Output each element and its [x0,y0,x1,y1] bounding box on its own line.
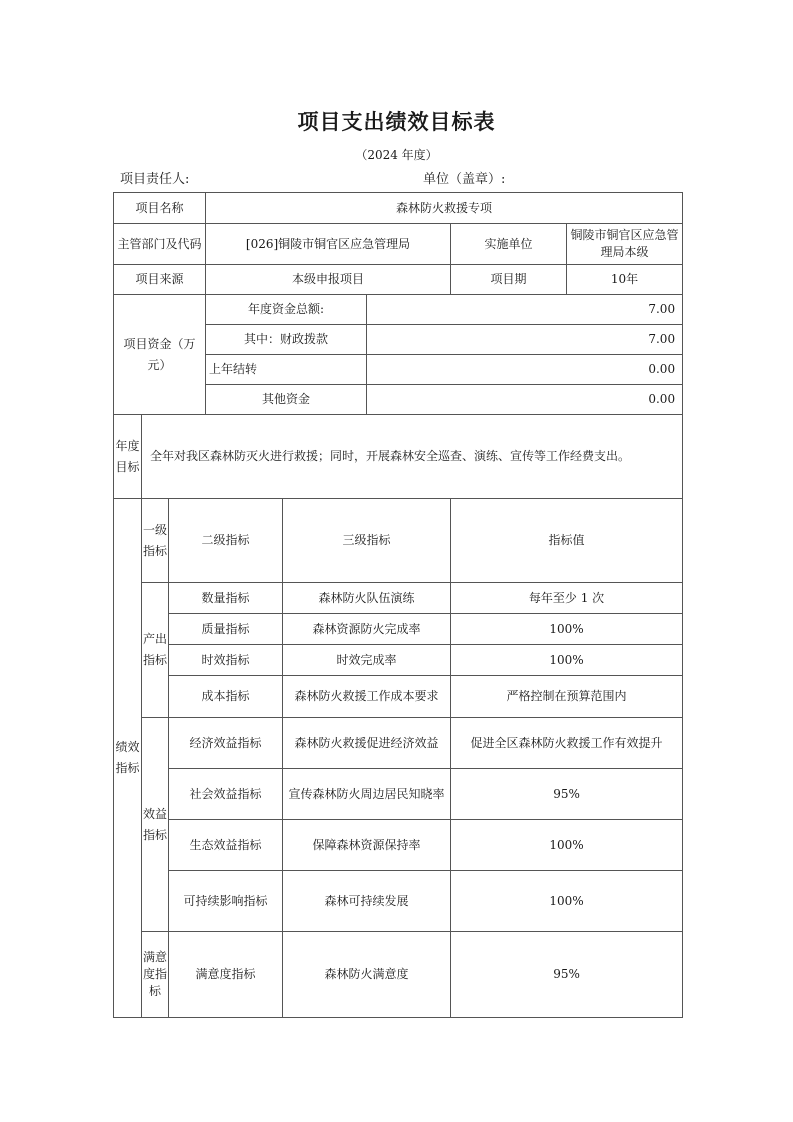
page-title: 项目支出绩效目标表 [297,110,496,134]
table-row [114,415,683,499]
fund-other-value: 0.00 [367,385,683,415]
annual-goal-label: 年度目标 [114,415,142,499]
fund-carryover-value: 0.00 [367,355,683,385]
performance-target-table [113,192,683,1018]
indicator-value-header: 指标值 [451,499,683,583]
project-name-value: 森林防火救援专项 [206,193,683,224]
project-source-label: 项目来源 [114,265,206,295]
level3-cell: 时效完成率 [283,645,451,676]
indicator-value-cell: 每年至少 1 次 [451,583,683,614]
benefit-indicators-label: 效益指标 [142,718,169,932]
project-funds-label: 项目资金（万元） [114,295,206,415]
indicator-value-cell: 100% [451,645,683,676]
table-row [114,645,683,676]
table-row [114,583,683,614]
level2-cell: 成本指标 [169,676,283,718]
table-row [114,265,683,295]
output-indicators-label: 产出指标 [142,583,169,718]
fiscal-year: （2024 年度） [355,148,438,162]
responsible-person-label: 项目责任人: [120,172,190,187]
level3-cell: 森林防火满意度 [283,932,451,1018]
indicator-value-cell: 100% [451,820,683,871]
level3-cell: 保障森林资源保持率 [283,820,451,871]
annual-goal-text: 全年对我区森林防灭火进行救援；同时，开展森林安全巡查、演练、宣传等工作经费支出。 [142,415,683,499]
fund-total-value: 7.00 [367,295,683,325]
table-row [114,499,683,583]
level2-cell: 满意度指标 [169,932,283,1018]
implementing-unit-label: 实施单位 [451,224,567,265]
level3-cell: 森林资源防火完成率 [283,614,451,645]
indicator-value-cell: 严格控制在预算范围内 [451,676,683,718]
table-row [114,224,683,265]
indicator-value-cell: 100% [451,871,683,932]
satisfaction-indicators-label: 满意度指标 [142,932,169,1018]
fund-fiscal-value: 7.00 [367,325,683,355]
fund-carryover-label: 上年结转 [206,355,367,385]
project-source-value: 本级申报项目 [206,265,451,295]
level3-cell: 森林防火救援工作成本要求 [283,676,451,718]
indicator-value-cell: 95% [451,769,683,820]
level2-cell: 质量指标 [169,614,283,645]
level2-cell: 可持续影响指标 [169,871,283,932]
unit-seal-label: 单位（盖章）: [423,172,506,187]
table-row [114,769,683,820]
indicator-value-cell: 95% [451,932,683,1018]
indicator-value-cell: 促进全区森林防火救援工作有效提升 [451,718,683,769]
table-row [114,718,683,769]
level2-cell: 经济效益指标 [169,718,283,769]
project-period-value: 10年 [567,265,683,295]
level3-cell: 宣传森林防火周边居民知晓率 [283,769,451,820]
project-name-label: 项目名称 [114,193,206,224]
table-row [114,295,683,325]
table-row [114,932,683,1018]
level3-header: 三级指标 [283,499,451,583]
level2-cell: 时效指标 [169,645,283,676]
table-row [114,614,683,645]
department-value: [026]铜陵市铜官区应急管理局 [206,224,451,265]
table-row [114,676,683,718]
indicator-value-cell: 100% [451,614,683,645]
table-row [114,820,683,871]
level2-cell: 社会效益指标 [169,769,283,820]
project-period-label: 项目期 [451,265,567,295]
department-label: 主管部门及代码 [114,224,206,265]
level2-header: 二级指标 [169,499,283,583]
level3-cell: 森林防火救援促进经济效益 [283,718,451,769]
performance-indicators-label: 绩效指标 [114,499,142,1018]
level3-cell: 森林可持续发展 [283,871,451,932]
level2-cell: 数量指标 [169,583,283,614]
level3-cell: 森林防火队伍演练 [283,583,451,614]
level2-cell: 生态效益指标 [169,820,283,871]
fund-fiscal-label: 其中：财政拨款 [206,325,367,355]
implementing-unit-value: 铜陵市铜官区应急管理局本级 [567,224,683,265]
fund-other-label: 其他资金 [206,385,367,415]
table-row [114,871,683,932]
fund-total-label: 年度资金总额: [206,295,367,325]
table-row [114,193,683,224]
level1-header: 一级指标 [142,499,169,583]
